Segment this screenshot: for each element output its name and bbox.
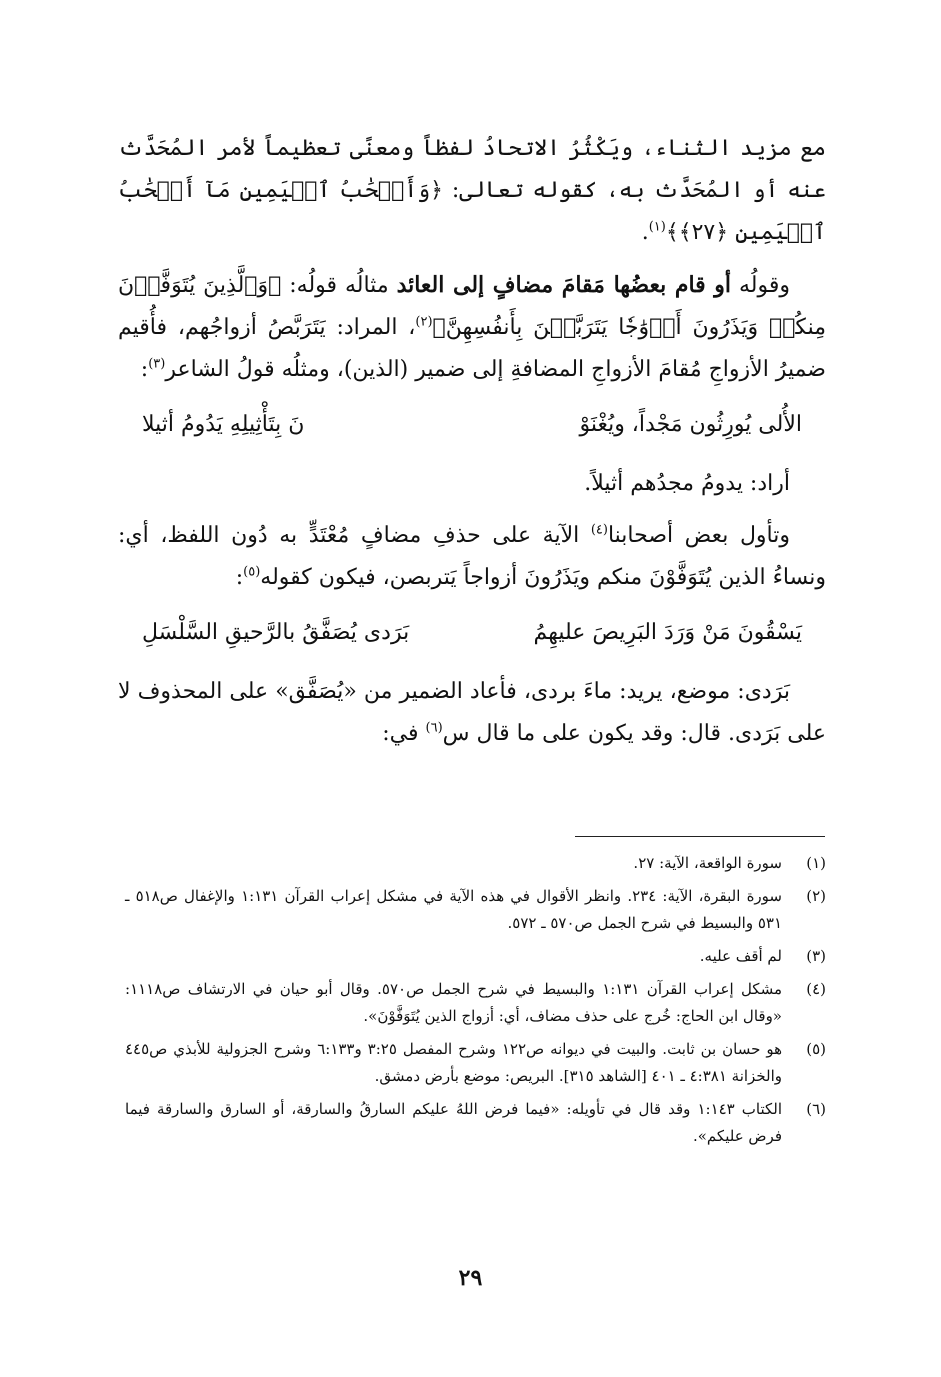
footnote-item xyxy=(125,1036,826,1090)
footnote-item xyxy=(125,976,826,1030)
paragraph-3 xyxy=(118,463,826,505)
footnote-divider xyxy=(575,836,825,837)
footnote-number: (٦) xyxy=(806,1100,826,1118)
paragraph-4-end: : xyxy=(235,565,244,590)
paragraph-2-quote: مثالُه قولُه: ﴿وَٱلَّذِينَ يُتَوَفَّوۡنَ مِنكُمۡ وَيَذَرُونَ أَزۡوَٰجٗا يَتَرَبَّصۡنَ بِأَنفُسِهِنَّ﴾ xyxy=(118,273,826,340)
footnote-ref: (٢) xyxy=(415,314,433,330)
paragraph-2 xyxy=(118,264,826,391)
footnote-item xyxy=(125,883,826,937)
footnote-number: (٣) xyxy=(806,947,826,965)
footnote-number: (٥) xyxy=(806,1040,826,1058)
footnote-text: مشكل إعراب القرآن ١:١٣١ والبسيط في شرح الجمل ص٥٧٠. وقال أبو حيان في الارتشاف ص١١١٨: «وقال ابن الحاج: خُرج على حذف مضاف، أي: أزواج الذين يُتَوَفَّوْنَ». xyxy=(125,980,783,1025)
footnote-item xyxy=(125,943,826,970)
paragraph-2-intro: وقولُه xyxy=(731,273,790,298)
footnote-text: سورة البقرة، الآية: ٢٣٤. وانظر الأقوال في هذه الآية في مشكل إعراب القرآن ١:١٣١ والإغفال ص٥١٨ ـ ٥٣١ والبسيط في شرح الجمل ص٥٧٠ ـ ٥٧٢. xyxy=(125,887,782,932)
paragraph-2-text: ، المراد: يَتَرَبَّصُ أزواجُهم، فأُقيم ضميرُ الأزواجِ مُقامَ الأزواجِ المضافةِ إلى ضمير (الذين)، ومثلُه قولُ الشاعر xyxy=(118,315,826,382)
poetry-verse-2 xyxy=(118,613,826,653)
footnotes xyxy=(125,850,826,1156)
paragraph-5-end: في: xyxy=(382,721,426,746)
footnote-item xyxy=(125,1096,826,1150)
footnote-ref: (٥) xyxy=(243,564,261,580)
footnote-ref: (٤) xyxy=(590,522,608,538)
verse-2-first-hemistich: يَسْقُونَ مَنْ وَرَدَ البَرِيصَ عليهِمُ xyxy=(533,620,802,645)
footnote-number: (٤) xyxy=(806,980,826,998)
poetry-verse-1 xyxy=(118,405,826,445)
paragraph-5 xyxy=(118,671,826,755)
footnote-item xyxy=(125,850,826,877)
paragraph-2-end: : xyxy=(140,357,149,382)
paragraph-2-bold-phrase: أو قام بعضُها مَقامَ مضافٍ إلى العائد xyxy=(396,272,732,298)
main-text xyxy=(118,128,826,765)
footnote-number: (١) xyxy=(806,854,826,872)
footnote-text: سورة الواقعة، الآية: ٢٧. xyxy=(633,854,782,872)
footnote-text: الكتاب ١:١٤٣ وقد قال في تأويله: «فيما فرض اللهُ عليكم السارقُ والسارقة، أو السارق والسارقة فيما فرض عليكم». xyxy=(125,1100,782,1145)
footnote-text: هو حسان بن ثابت. والبيت في ديوانه ص١٢٢ وشرح المفصل ٣:٢٥ و٦:١٣٣ وشرح الجزولية للأبذي ص٤٤٥ والخزانة ٤:٣٨١ ـ ٤٠١ [الشاهد ٣١٥]. البريص: موضع بأرض دمشق. xyxy=(125,1040,782,1085)
paragraph-4 xyxy=(118,515,826,599)
paragraph-5-text: بَرَدى: موضع، يريد: ماءَ بردى، فأعاد الضمير من «يُصَفَّق» على المحذوف لا على بَرَدى. قال: وقد يكون على ما قال س xyxy=(118,679,826,746)
paragraph-4-text-a: وتأول بعض أصحابنا xyxy=(607,523,790,548)
paragraph-1-text: مع مزيد الثناء، ويَكْثُرُ الاتحادُ لفظاً ومعنًى تعظيماً لأمر المُحَدَّث عنه أو المُحَدَّث به، كقوله تعالى: ﴿وَأَصۡحَٰبُ ٱلۡيَمِينِ مَآ أَصۡحَٰبُ ٱلۡيَمِينِ ﴿٢٧﴾﴾ xyxy=(118,136,826,245)
footnote-ref: (١) xyxy=(648,219,666,235)
page-number: ٢٩ xyxy=(458,1265,483,1291)
paragraph-4-text-b: الآية على حذفِ مضافٍ مُعْتَدٍّ به دُون اللفظ، أي: ونساءُ الذين يُتَوَفَّوْنَ منكم ويَذَرُونَ أزواجاً يَتربصن، فيكون كقوله xyxy=(118,523,826,590)
verse-1-second-hemistich: نَ بِتَأْثِيلِهِ يَدُومُ أثيلا xyxy=(142,412,305,437)
verse-1-first-hemistich: الأُلى يُورِثُون مَجْداً، ويُغْنَوْ xyxy=(579,412,802,437)
footnote-ref: (٣) xyxy=(148,356,166,372)
footnote-ref: (٦) xyxy=(425,720,443,736)
footnote-number: (٢) xyxy=(806,887,826,905)
paragraph-3-text: أراد: يدومُ مجدُهم أثيلاً. xyxy=(584,471,790,496)
paragraph-1: مع مزيد الثناء، ويَكْثُرُ الاتحادُ لفظاً ومعنًى تعظيماً لأمر المُحَدَّث عنه أو المُحَدَّث به، كقوله تعالى: ﴿وَأَصۡحَٰبُ ٱلۡيَمِينِ مَآ أَصۡحَٰبُ ٱلۡيَمِينِ ﴿٢٧﴾﴾$^{(١)}$. xyxy=(118,136,826,245)
footnote-text: لم أقف عليه. xyxy=(699,947,782,965)
verse-2-second-hemistich: بَرَدى يُصَفَّقُ بالرَّحيقِ السَّلْسَلِ xyxy=(142,620,410,645)
